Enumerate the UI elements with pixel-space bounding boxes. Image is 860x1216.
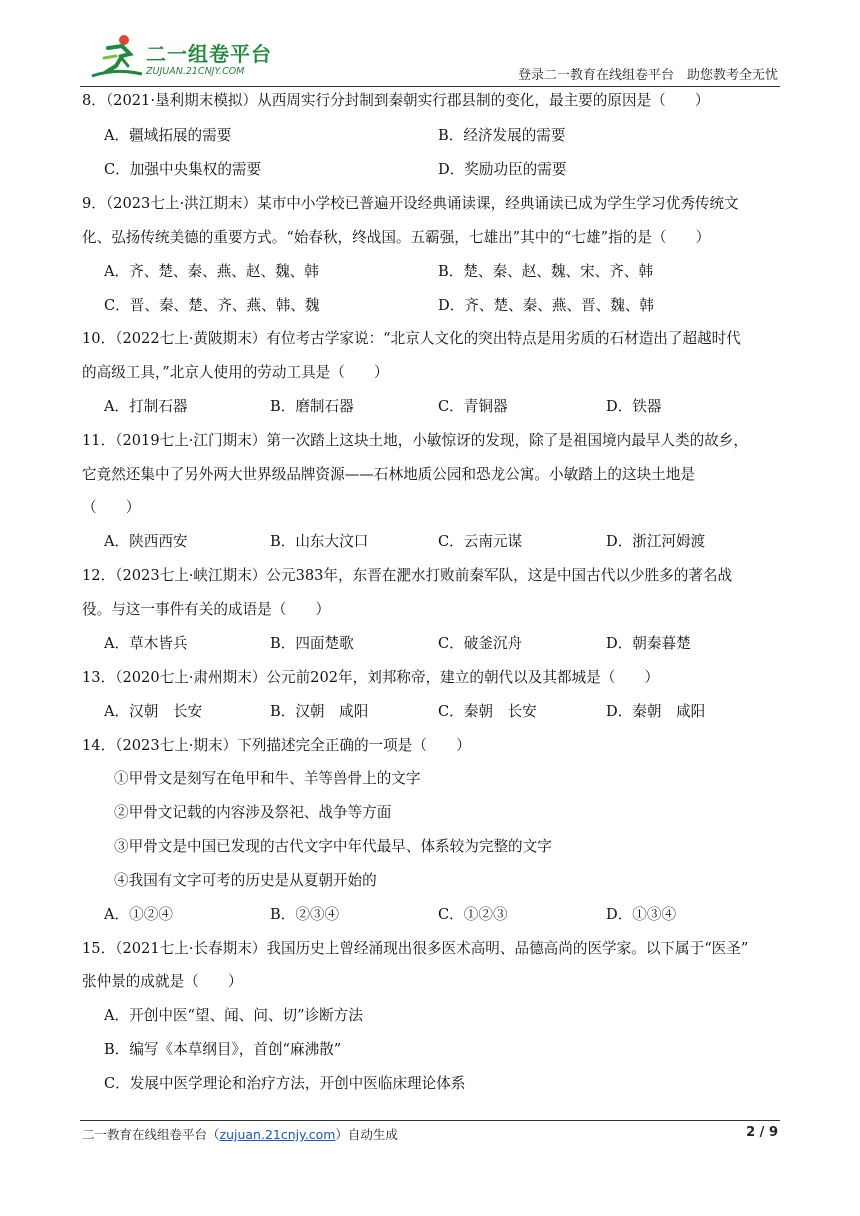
footer-credit: [82, 1125, 398, 1143]
option-b[interactable]: B．楚、秦、赵、魏、宋、齐、韩: [438, 263, 654, 280]
question-stem: 12．（2023七上·峡江期末）公元383年，东晋在淝水打败前秦军队，这是中国古代以少胜多的著名战: [82, 567, 733, 584]
question-stem: 13．（2020七上·肃州期末）公元前202年，刘邦称帝，建立的朝代以及其都城是（ ）: [82, 669, 660, 686]
option-b[interactable]: B．山东大汶口: [270, 533, 369, 550]
statement-item: ②甲骨文记载的内容涉及祭祀、战争等方面: [114, 804, 392, 821]
option-b[interactable]: B．汉朝 咸阳: [270, 703, 369, 720]
question-stem: 张仲景的成就是（ ）: [82, 973, 243, 990]
statement-item: ①甲骨文是刻写在龟甲和牛、羊等兽骨上的文字: [114, 770, 421, 787]
option-c[interactable]: C．晋、秦、楚、齐、燕、韩、魏: [104, 297, 320, 314]
option-b[interactable]: B．经济发展的需要: [438, 127, 566, 144]
option-b[interactable]: B．四面楚歌: [270, 635, 354, 652]
question-stem: 的高级工具，”北京人使用的劳动工具是（ ）: [82, 364, 389, 381]
question-stem: 15．（2021七上·长春期末）我国历史上曾经涌现出很多医术高明、品德高尚的医学家。以下属于“医圣”: [82, 940, 749, 957]
option-c[interactable]: C．①②③: [438, 906, 508, 923]
question-stem: 化、弘扬传统美德的重要方式。“始春秋，终战国。五霸强，七雄出”其中的“七雄”指的是（ ）: [82, 229, 711, 246]
footer-prefix: 二一教育在线组卷平台（: [82, 1127, 220, 1142]
option-a[interactable]: A．草木皆兵: [104, 635, 188, 652]
question-stem: 11．（2019七上·江门期末）第一次踏上这块土地，小敏惊讶的发现，除了是祖国境内最早人类的故乡，: [82, 432, 748, 449]
option-d[interactable]: D．①③④: [606, 906, 677, 923]
site-logo[interactable]: [86, 30, 286, 86]
question-stem: 它竟然还集中了另外两大世界级品牌资源——石林地质公园和恐龙公寓。小敏踏上的这块土地是: [82, 466, 695, 483]
option-c[interactable]: C．云南元谋: [438, 533, 523, 550]
footer-suffix: ）自动生成: [335, 1127, 398, 1142]
header-slogan: 登录二一教育在线组卷平台 助您教考全无忧: [517, 68, 778, 83]
logo-title: 二一组卷平台: [146, 42, 272, 66]
option-d[interactable]: D．铁器: [606, 398, 662, 415]
option-d[interactable]: D．秦朝 咸阳: [606, 703, 706, 720]
option-b[interactable]: B．磨制石器: [270, 398, 354, 415]
option-b[interactable]: B．编写《本草纲目》，首创“麻沸散”: [104, 1041, 342, 1058]
option-c[interactable]: C．破釜沉舟: [438, 635, 523, 652]
header-divider: [80, 86, 780, 87]
option-a[interactable]: A．疆域拓展的需要: [104, 127, 232, 144]
option-a[interactable]: A．开创中医“望、闻、问、切”诊断方法: [104, 1007, 363, 1024]
logo-subtitle: ZUJUAN.21CNJY.COM: [146, 66, 245, 77]
option-a[interactable]: A．齐、楚、秦、燕、赵、魏、韩: [104, 263, 319, 280]
option-b[interactable]: B．②③④: [270, 906, 340, 923]
question-stem: （ ）: [82, 499, 141, 516]
footer-link[interactable]: zujuan.21cnjy.com: [219, 1127, 336, 1142]
option-a[interactable]: A．汉朝 长安: [104, 703, 203, 720]
question-stem: 10．（2022七上·黄陂期末）有位考古学家说：“北京人文化的突出特点是用劣质的石材造出了超越时代: [82, 330, 741, 347]
statement-item: ④我国有文字可考的历史是从夏朝开始的: [114, 872, 377, 889]
question-stem: 8．（2021·垦利期末模拟）从西周实行分封制到秦朝实行郡县制的变化，最主要的原因是（ ）: [82, 92, 710, 109]
footer-divider: [80, 1120, 780, 1121]
page-footer: [0, 1110, 860, 1216]
question-stem: 9．（2023七上·洪江期末）某市中小学校已普遍开设经典诵读课，经典诵读已成为学生学习优秀传统文: [82, 195, 739, 212]
question-stem: 14．（2023七上·期末）下列描述完全正确的一项是（ ）: [82, 737, 471, 754]
option-c[interactable]: C．青铜器: [438, 398, 508, 415]
page-header: [0, 0, 860, 90]
option-a[interactable]: A．打制石器: [104, 398, 188, 415]
page-number: 2 / 9: [746, 1125, 778, 1140]
option-a[interactable]: A．陕西西安: [104, 533, 188, 550]
option-c[interactable]: C．加强中央集权的需要: [104, 161, 262, 178]
option-d[interactable]: D．朝秦暮楚: [606, 635, 691, 652]
question-stem: 役。与这一事件有关的成语是（ ）: [82, 601, 331, 618]
option-a[interactable]: A．①②④: [104, 906, 173, 923]
statement-item: ③甲骨文是中国已发现的古代文字中年代最早、体系较为完整的文字: [114, 838, 552, 855]
option-d[interactable]: D．浙江河姆渡: [606, 533, 706, 550]
running-figure-icon: [86, 32, 146, 84]
option-c[interactable]: C．发展中医学理论和治疗方法，开创中医临床理论体系: [104, 1075, 466, 1092]
option-d[interactable]: D．奖励功臣的需要: [438, 161, 567, 178]
option-d[interactable]: D．齐、楚、秦、燕、晋、魏、韩: [438, 297, 655, 314]
option-c[interactable]: C．秦朝 长安: [438, 703, 537, 720]
